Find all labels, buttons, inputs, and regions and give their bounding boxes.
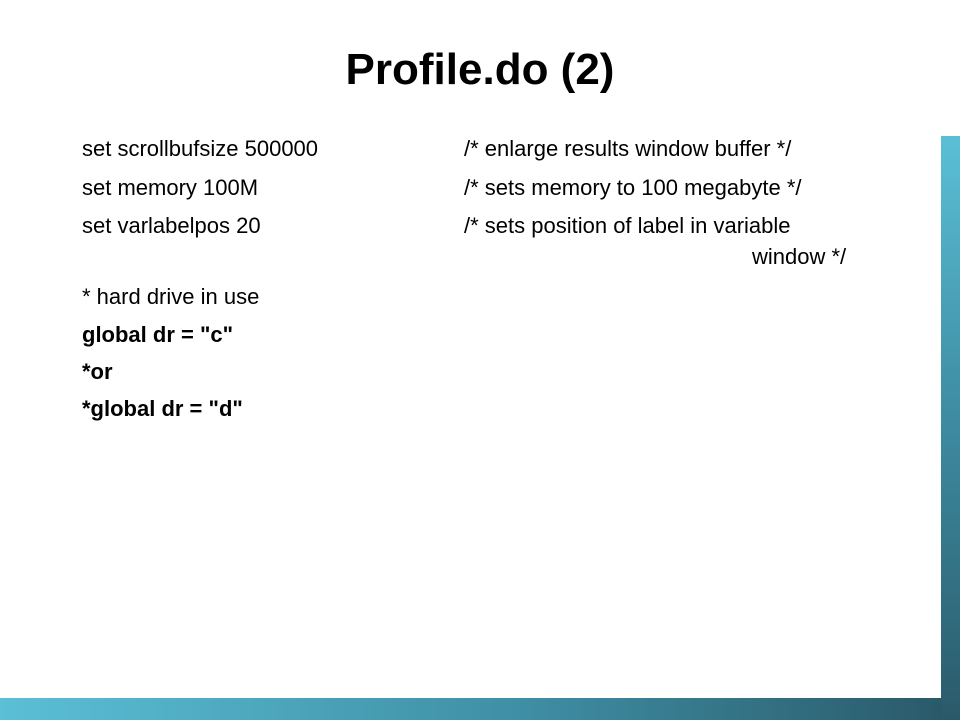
setting-command-varlabelpos: set varlabelpos 20: [82, 213, 261, 238]
setting-comment-memory: /* sets memory to 100 megabyte */: [464, 175, 802, 200]
setting-comment-scrollbufsize: /* enlarge results window buffer */: [464, 136, 792, 161]
setting-comment-varlabelpos-continued: window */: [752, 244, 847, 269]
slide-title: Profile.do (2): [345, 45, 615, 94]
setting-command-memory: set memory 100M: [82, 175, 259, 200]
drive-comment: * hard drive in use: [82, 284, 260, 309]
bottom-accent-bar: [0, 698, 942, 720]
right-accent-bar: [941, 136, 960, 720]
alt-global-dr-line: *global dr = "d": [82, 396, 243, 421]
or-line: *or: [82, 359, 113, 384]
setting-comment-varlabelpos: /* sets position of label in variable: [464, 213, 791, 238]
setting-command-scrollbufsize: set scrollbufsize 500000: [82, 136, 319, 161]
global-dr-line: global dr = "c": [82, 322, 234, 347]
